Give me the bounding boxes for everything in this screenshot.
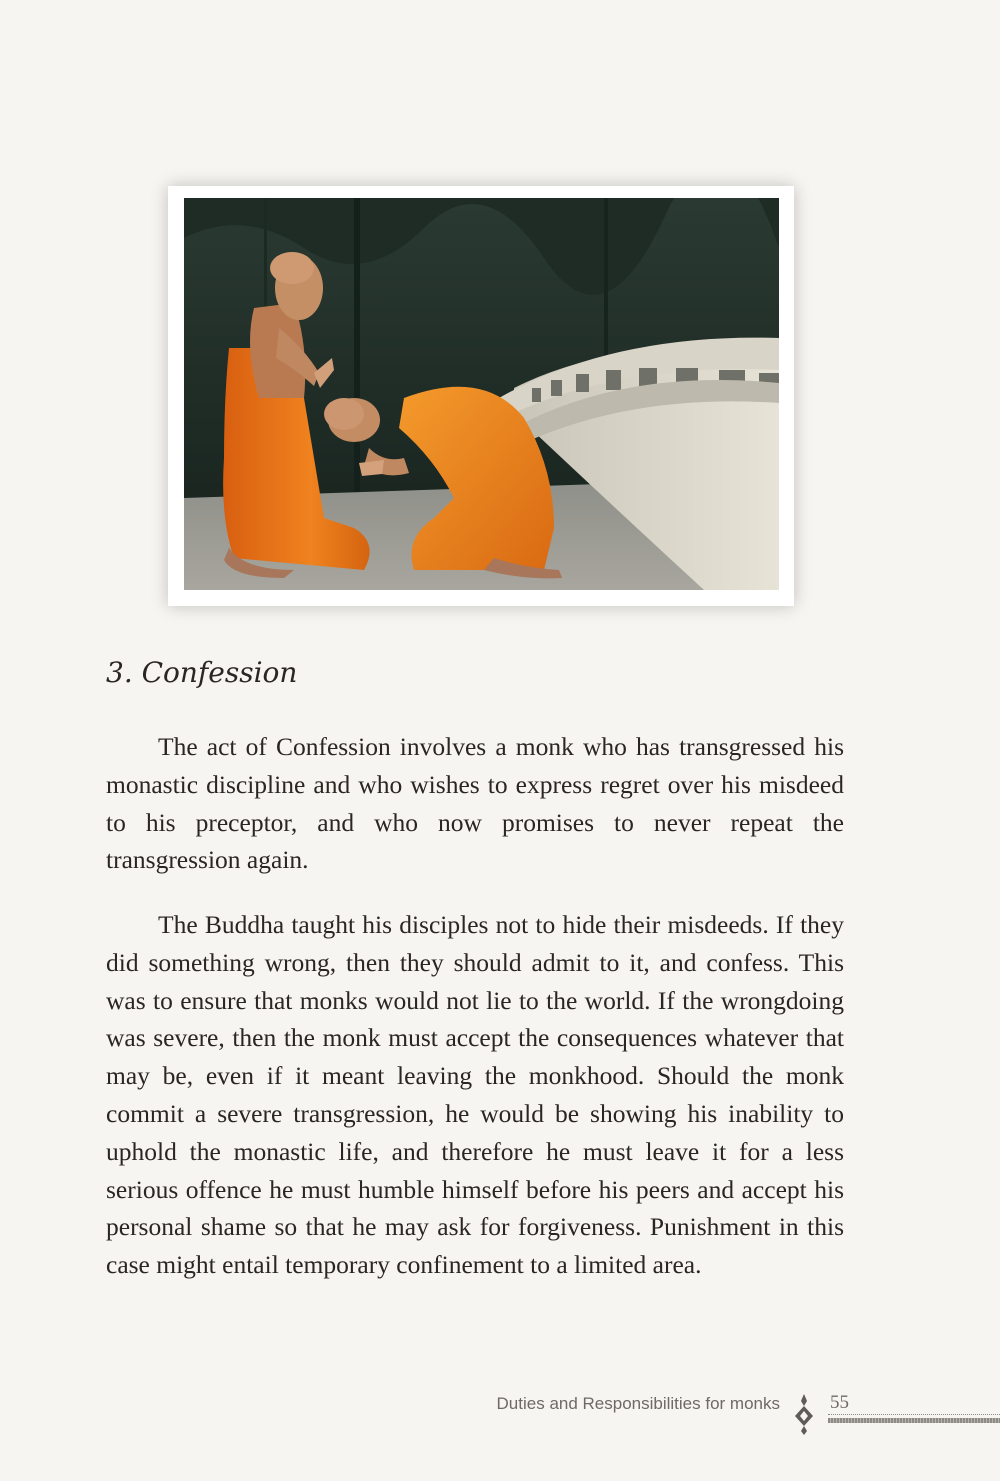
page-number: 55 [830,1392,849,1413]
footer-dotted-rule [828,1414,1000,1415]
footer-rule-bar [828,1418,1000,1423]
photo-frame [168,186,794,606]
running-title: Duties and Responsibilities for monks [496,1394,780,1413]
paragraph-2: The Buddha taught his disciples not to hide their misdeeds. If they did something wrong, then they should admit to it, and confess. This was to ensure that monks would not lie to the world. If the wrongdoing was severe, then the monk must accept the consequences whatever that may be, even if it meant leaving the monkhood. Should the monk commit a severe transgression, he would be showing his inability to uphold the monastic life, and therefore he must leave it for a less serious offence he must humble himself before his peers and accept his personal shame so that he may ask for forgiveness. Punishment in this case might entail temporary confinement to a limited area. [106,910,844,1280]
diamond-ornament-icon [793,1392,815,1436]
monks-photo [184,198,779,590]
section-heading: 3. Confession [106,656,298,689]
paragraph-1: The act of Confession involves a monk who has transgressed his monastic discipline and who wishes to express regret over his misdeed to his preceptor, and who now promises to never repeat the transgression again. [106,732,844,875]
